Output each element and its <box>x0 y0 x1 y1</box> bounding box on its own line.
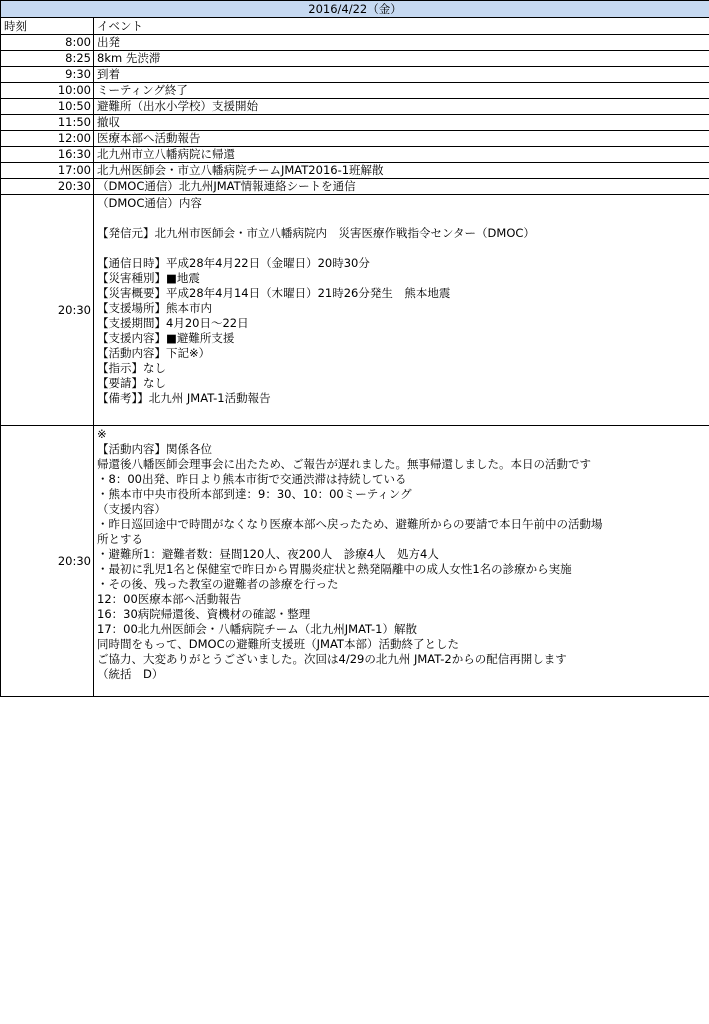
report-line <box>97 241 706 256</box>
event-cell: ミーティング終了 <box>94 83 709 99</box>
event-cell: 到着 <box>94 67 709 83</box>
report-line: 【備考】】北九州 JMAT-1活動報告 <box>97 391 271 405</box>
table-row <box>1 147 709 163</box>
time-cell: 12:00 <box>1 131 94 147</box>
report-line: 所とする <box>97 532 143 546</box>
event-cell: 避難所（出水小学校）支援開始 <box>94 99 709 115</box>
report-line: 帰還後八幡医師会理事会に出たため、ご報告が遅れました。無事帰還しました。本日の活動です <box>97 457 592 471</box>
report-line: 【災害概要】平成28年4月14日（木曜日）21時26分発生 熊本地震 <box>97 286 451 300</box>
report-line: ・最初に乳児1名と保健室で昨日から胃腸炎症状と熱発隔離中の成人女性1名の診療から実施 <box>97 562 572 576</box>
time-cell: 11:50 <box>1 115 94 131</box>
time-cell: 17:00 <box>1 163 94 179</box>
report-line: ・その後、残った教室の避難者の診療を行った <box>97 577 339 591</box>
report-line: 【活動内容】下記※） <box>97 346 211 360</box>
report-line: 【支援内容】■避難所支援 <box>97 331 235 345</box>
report-line <box>97 211 706 226</box>
table-row <box>1 51 709 67</box>
table-row <box>1 179 709 195</box>
report-line: 【通信日時】平成28年4月22日（金曜日）20時30分 <box>97 256 370 270</box>
event-cell: 医療本部へ活動報告 <box>94 131 709 147</box>
event-cell: 北九州市立八幡病院に帰還 <box>94 147 709 163</box>
report-line: ※ <box>97 427 107 441</box>
table-row <box>1 67 709 83</box>
report-line: ・熊本市中央市役所本部到達：9：30、10：00ミーティング <box>97 487 412 501</box>
report-line: 【要請】なし <box>97 376 166 390</box>
activity-report-content <box>94 426 709 697</box>
time-header: 時刻 <box>1 18 94 35</box>
report-line: （DMOC通信）内容 <box>97 196 202 210</box>
table-row <box>1 35 709 51</box>
time-cell: 8:00 <box>1 35 94 51</box>
report-line: 【活動内容】関係各位 <box>97 442 212 456</box>
event-cell: 出発 <box>94 35 709 51</box>
activity-report-row <box>1 426 709 697</box>
table-row <box>1 99 709 115</box>
report-line: ご協力、大変ありがとうございました。次回は4/29の北九州 JMAT-2からの配信再開します <box>97 652 567 666</box>
report-line: 同時間をもって、DMOCの避難所支援班（JMAT本部）活動終了とした <box>97 637 459 651</box>
report-line: 12：00医療本部へ活動報告 <box>97 592 242 606</box>
report-line: 【指示】なし <box>97 361 166 375</box>
event-header: イベント <box>94 18 709 35</box>
title-row <box>1 1 709 18</box>
time-cell: 8:25 <box>1 51 94 67</box>
table-row <box>1 83 709 99</box>
time-cell: 20:30 <box>1 195 94 426</box>
report-line: 17：00北九州医師会・八幡病院チーム（北九州JMAT-1）解散 <box>97 622 417 636</box>
event-cell: （DMOC通信）北九州JMAT情報連絡シートを通信 <box>94 179 709 195</box>
time-cell: 10:00 <box>1 83 94 99</box>
report-line: 【支援期間】4月20日～22日 <box>97 316 249 330</box>
report-line: 【支援場所】熊本市内 <box>97 301 212 315</box>
report-line: 16：30病院帰還後、資機材の確認・整理 <box>97 607 311 621</box>
table-row <box>1 163 709 179</box>
event-cell: 北九州医師会・市立八幡病院チームJMAT2016-1班解散 <box>94 163 709 179</box>
header-row <box>1 18 709 35</box>
dmoc-report-row <box>1 195 709 426</box>
time-cell: 9:30 <box>1 67 94 83</box>
event-cell: 撤収 <box>94 115 709 131</box>
report-line: （統括 D） <box>97 667 164 681</box>
time-cell: 20:30 <box>1 179 94 195</box>
report-line: ・避難所1：避難者数：昼間120人、夜200人 診療4人 処方4人 <box>97 547 439 561</box>
report-line: ・8：00出発、昨日より熊本市街で交通渋滞は持続している <box>97 472 407 486</box>
report-line: ・昨日巡回途中で時間がなくなり医療本部へ戻ったため、避難所からの要請で本日午前中の活動場 <box>97 517 603 531</box>
table-row <box>1 115 709 131</box>
report-line: 【災害種別】■地震 <box>97 271 200 285</box>
time-cell: 20:30 <box>1 426 94 697</box>
table-row <box>1 131 709 147</box>
dmoc-report-content <box>94 195 709 426</box>
report-line: （支援内容） <box>97 502 166 516</box>
report-line: 【発信元】北九州市医師会・市立八幡病院内 災害医療作戦指令センター（DMOC） <box>97 226 535 240</box>
time-cell: 10:50 <box>1 99 94 115</box>
time-cell: 16:30 <box>1 147 94 163</box>
date-title: 2016/4/22（金） <box>1 1 709 18</box>
event-cell: 8km 先渋滞 <box>94 51 709 67</box>
